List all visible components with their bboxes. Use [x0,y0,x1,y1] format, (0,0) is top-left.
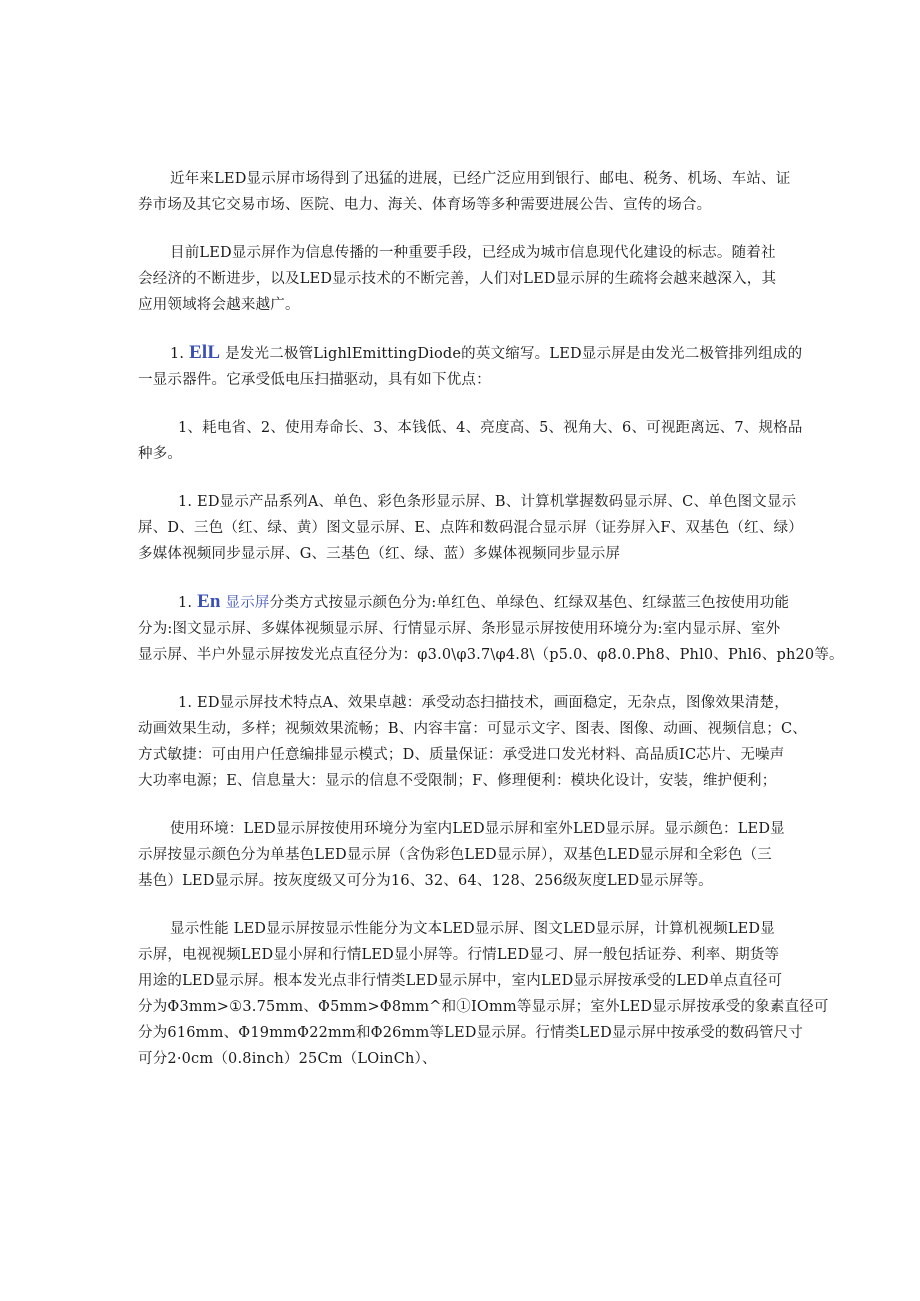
text-line: 1. ED显示屏技术特点A、效果卓越：承受动态扫描技术，画面稳定，无杂点，图像效果清楚， [178,695,789,711]
paragraph-product-series [138,489,803,567]
text-line: 使用环境：LED显示屏按使用环境分为室内LED显示屏和室外LED显示屏。显示颜色：LED显 [170,821,785,837]
text-line: 基色）LED显示屏。按灰度级又可分为16、32、64、128、256级灰度LED显示屏等。 [138,873,713,889]
paragraph-environment [138,816,798,894]
paragraph-classification [138,589,844,668]
text-line: 种多。 [138,446,183,462]
accent-heading: ElL [189,342,221,363]
text-line: 券市场及其它交易市场、医院、电力、海关、体育场等多种需要进展公告、宣传的场合。 [138,197,712,213]
text-line: 示屏，电视视频LED显小屏和行情LED显小屏等。行情LED显刁、屏一般包括证券、利率、期货等 [138,947,780,963]
document-page [138,166,844,1072]
text-line: 1、耗电省、2、使用寿命长、3、本钱低、4、亮度高、5、视角大、6、可视距离远、7、规格品 [178,420,803,436]
text-line: 屏、D、三色（红、绿、黄）图文显示屏、E、点阵和数码混合显示屏（证券屏入F、双基色（红、绿） [138,520,803,536]
text-line: 示屏按显示颜色分为单基色LED显示屏（含伪彩色LED显示屏），双基色LED显示屏和全彩色（三 [138,847,772,863]
paragraph-display-performance [138,916,829,1072]
text-line: 目前LED显示屏作为信息传播的一种重要手段，已经成为城市信息现代化建设的标志。随着社 [170,245,776,261]
paragraph-advantages [138,415,803,467]
text-line: 分为:图文显示屏、多媒体视频显示屏、行情显示屏、条形显示屏按使用环境分为:室内显示屏、室外 [138,621,781,637]
text-line: 方式敏捷：可由用户任意编排显示模式；D、质量保证：承受进口发光材料、高品质IC芯片、无噪声 [138,747,785,763]
text-line: 近年来LED显示屏市场得到了迅猛的进展，已经广泛应用到银行、邮电、税务、机场、车站、证 [170,171,791,187]
list-number: 1. [178,595,193,611]
text-line: 分为Φ3mm>①3.75mm、Φ5mm>Φ8mm^和①IOmm等显示屏；室外LED显示屏按承受的象素直径可 [138,999,829,1015]
blue-text-segment: 显示屏 [225,595,270,611]
paragraph-technical-features [138,690,807,794]
text-line: 1. ED显示产品系列A、单色、彩色条形显示屏、B、计算机掌握数码显示屏、C、单色图文显示 [178,494,797,510]
text-line: 分为616mm、Φ19mmΦ22mm和Φ26mm等LED显示屏。行情类LED显示屏中按承受的数码管尺寸 [138,1025,804,1041]
text-line: 多媒体视频同步显示屏、G、三基色（红、绿、蓝）多媒体视频同步显示屏 [138,546,621,562]
text-line: 显示屏、半户外显示屏按发光点直径分为：φ3.0\φ3.7\φ4.8\（p5.0、φ8.0.Ph8、Phl0、Phl6、ph20等。 [138,647,844,663]
text-line: 应用领域将会越来越广。 [138,297,300,313]
text-line: 一显示器件。它承受低电压扫描驱动，具有如下优点： [138,372,491,388]
text-line [138,340,803,367]
text-line: 显示性能 LED显示屏按显示性能分为文本LED显示屏、图文LED显示屏，计算机视频LED显 [170,921,775,937]
paragraph-intro [138,166,798,218]
list-number: 1. [170,346,185,362]
text-line: 大功率电源；E、信息量大：显示的信息不受限制；F、修理便利：模块化设计，安装，维护便利； [138,773,777,789]
paragraph-current-status [138,240,798,318]
text-line [138,589,798,616]
paragraph-led-definition [138,340,803,393]
text-line: 动画效果生动，多样；视频效果流畅；B、内容丰富：可显示文字、图表、图像、动画、视频信息；C、 [138,721,807,737]
accent-heading: En [197,591,221,612]
text-segment: 分类方式按显示颜色分为:单红色、单绿色、红绿双基色、红绿蓝三色按使用功能 [269,595,790,611]
text-line: 可分2·0cm（0.8inch）25Cm（LOinCh）、 [138,1051,437,1067]
text-line: 会经济的不断进步，以及LED显示技术的不断完善，人们对LED显示屏的生疏将会越来越深入，其 [138,271,777,287]
text-segment: 是发光二极管LighlEmittingDiode的英文缩写。LED显示屏是由发光二极管排列组成的 [225,346,803,362]
text-line: 用途的LED显示屏。根本发光点非行情类LED显示屏中，室内LED显示屏按承受的LED单点直径可 [138,973,783,989]
